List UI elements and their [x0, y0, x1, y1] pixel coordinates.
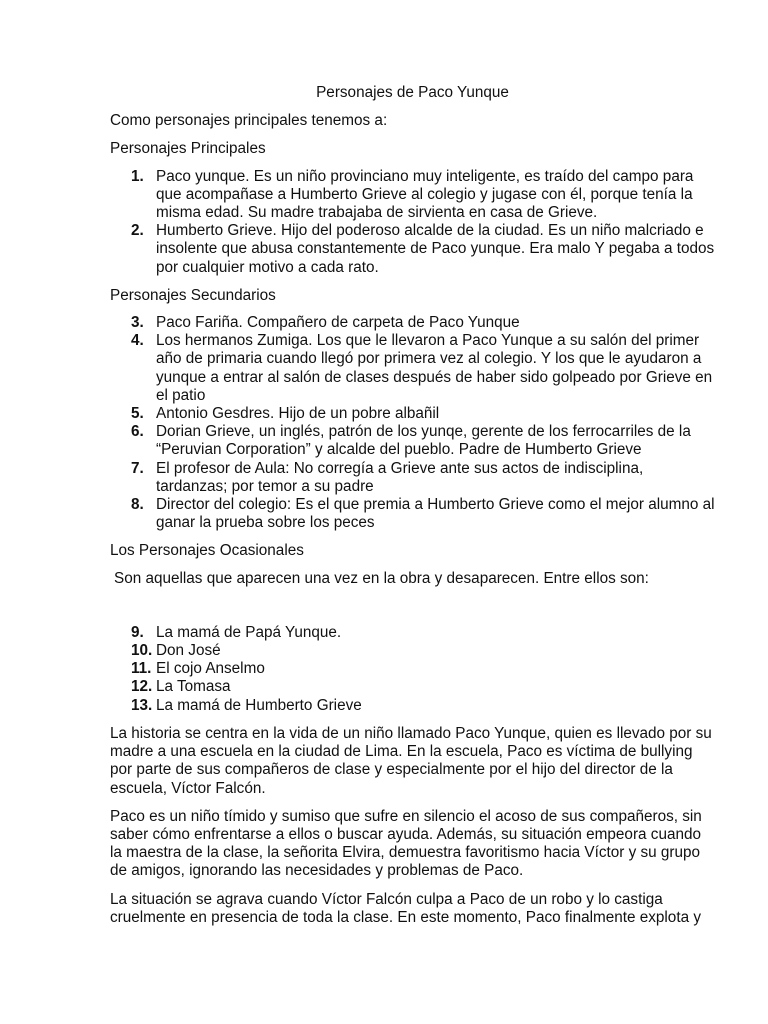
list-item-text: El profesor de Aula: No corregía a Grieve ante sus actos de indisciplina, tardanzas; por temor a su padre	[156, 459, 644, 495]
list-item-number: 4.	[131, 332, 144, 350]
list-item-text: Humberto Grieve. Hijo del poderoso alcalde de la ciudad. Es un niño malcriado e insolente que abusa constantemente de Paco yunque. Era malo Y pegaba a todos por cualquier motivo a cada rato.	[156, 222, 715, 276]
document-title: Personajes de Paco Yunque	[316, 84, 509, 101]
list-item	[110, 624, 715, 642]
list-item	[110, 222, 715, 277]
list-item	[110, 332, 715, 405]
list-item-number: 9.	[131, 623, 144, 641]
list-item-text: La Tomasa	[156, 678, 231, 696]
occasional-intro: Son aquellas que aparecen una vez en la obra y desaparecen. Entre ellos son:	[114, 569, 649, 587]
list-item-text: Los hermanos Zumiga. Los que le llevaron a Paco Yunque a su salón del primer año de primaria cuando llegó por primera vez al colegio. Y los que le ayudaron a yunque a entrar al salón de clases después de haber sido golpeado por Grieve en el patio	[156, 332, 713, 404]
list-item-text: Paco yunque. Es un niño provinciano muy inteligente, es traído del campo para que acompañase a Humberto Grieve al colegio y jugase con él, porque tenía la misma edad. Su madre trabajaba de sirvienta en casa de Grieve.	[156, 167, 694, 222]
list-item-number: 1.	[131, 167, 144, 185]
list-item-number: 12.	[131, 678, 153, 696]
list-item-number: 10.	[131, 642, 153, 660]
body-paragraph: Paco es un niño tímido y sumiso que sufre en silencio el acoso de sus compañeros, sin saber cómo enfrentarse a ellos o buscar ayuda. Además, su situación empeora cuando la maestra de la clase, la señorita Elvira, demuestra favoritismo hacia Víctor y su grupo de amigos, ignorando las necesidades y problemas de Paco.	[110, 807, 702, 880]
occasional-list	[110, 624, 715, 715]
list-item	[110, 168, 715, 223]
list-item-text: Don José	[156, 642, 221, 660]
list-item	[110, 423, 715, 459]
secondary-heading: Personajes Secundarios	[110, 286, 276, 304]
list-item	[110, 678, 715, 696]
blank-line	[110, 598, 715, 624]
list-item-text: Director del colegio: Es el que premia a Humberto Grieve como el mejor alumno al ganar la prueba sobre los peces	[156, 496, 715, 532]
list-item-number: 5.	[131, 405, 144, 423]
secondary-list	[110, 314, 715, 532]
occasional-heading: Los Personajes Ocasionales	[110, 542, 304, 560]
intro-text: Como personajes principales tenemos a:	[110, 112, 388, 130]
list-item	[110, 660, 715, 678]
body-paragraph: La historia se centra en la vida de un niño llamado Paco Yunque, quien es llevado por su madre a una escuela en la ciudad de Lima. En la escuela, Paco es víctima de bullying por parte de sus compañeros de clase y especialmente por el hijo del director de la escuela, Víctor Falcón.	[110, 724, 712, 797]
list-item-number: 8.	[131, 496, 144, 514]
document-page	[110, 84, 715, 937]
list-item-number: 7.	[131, 459, 144, 477]
principal-list	[110, 168, 715, 277]
list-item-text: Dorian Grieve, un inglés, patrón de los yunqe, gerente de los ferrocarriles de la “Peruvian Corporation” y alcalde del pueblo. Padre de Humberto Grieve	[156, 423, 691, 459]
list-item	[110, 460, 715, 496]
list-item-text: Paco Fariña. Compañero de carpeta de Paco Yunque	[156, 314, 520, 332]
list-item-text: La mamá de Papá Yunque.	[156, 623, 342, 641]
list-item	[110, 496, 715, 532]
list-item	[110, 642, 715, 660]
list-item	[110, 405, 715, 423]
list-item	[110, 697, 715, 715]
list-item-number: 11.	[131, 660, 152, 678]
list-item-text: El cojo Anselmo	[156, 660, 265, 678]
principal-heading: Personajes Principales	[110, 140, 266, 158]
list-item	[110, 314, 715, 332]
list-item-number: 13.	[131, 696, 153, 714]
body-paragraph: La situación se agrava cuando Víctor Falcón culpa a Paco de un robo y lo castiga cruelmente en presencia de toda la clase. En este momento, Paco finalmente explota y	[110, 890, 701, 926]
list-item-text: Antonio Gesdres. Hijo de un pobre albañil	[156, 405, 440, 423]
list-item-text: La mamá de Humberto Grieve	[156, 696, 362, 714]
list-item-number: 3.	[131, 314, 144, 332]
list-item-number: 6.	[131, 423, 144, 441]
list-item-number: 2.	[131, 222, 144, 240]
